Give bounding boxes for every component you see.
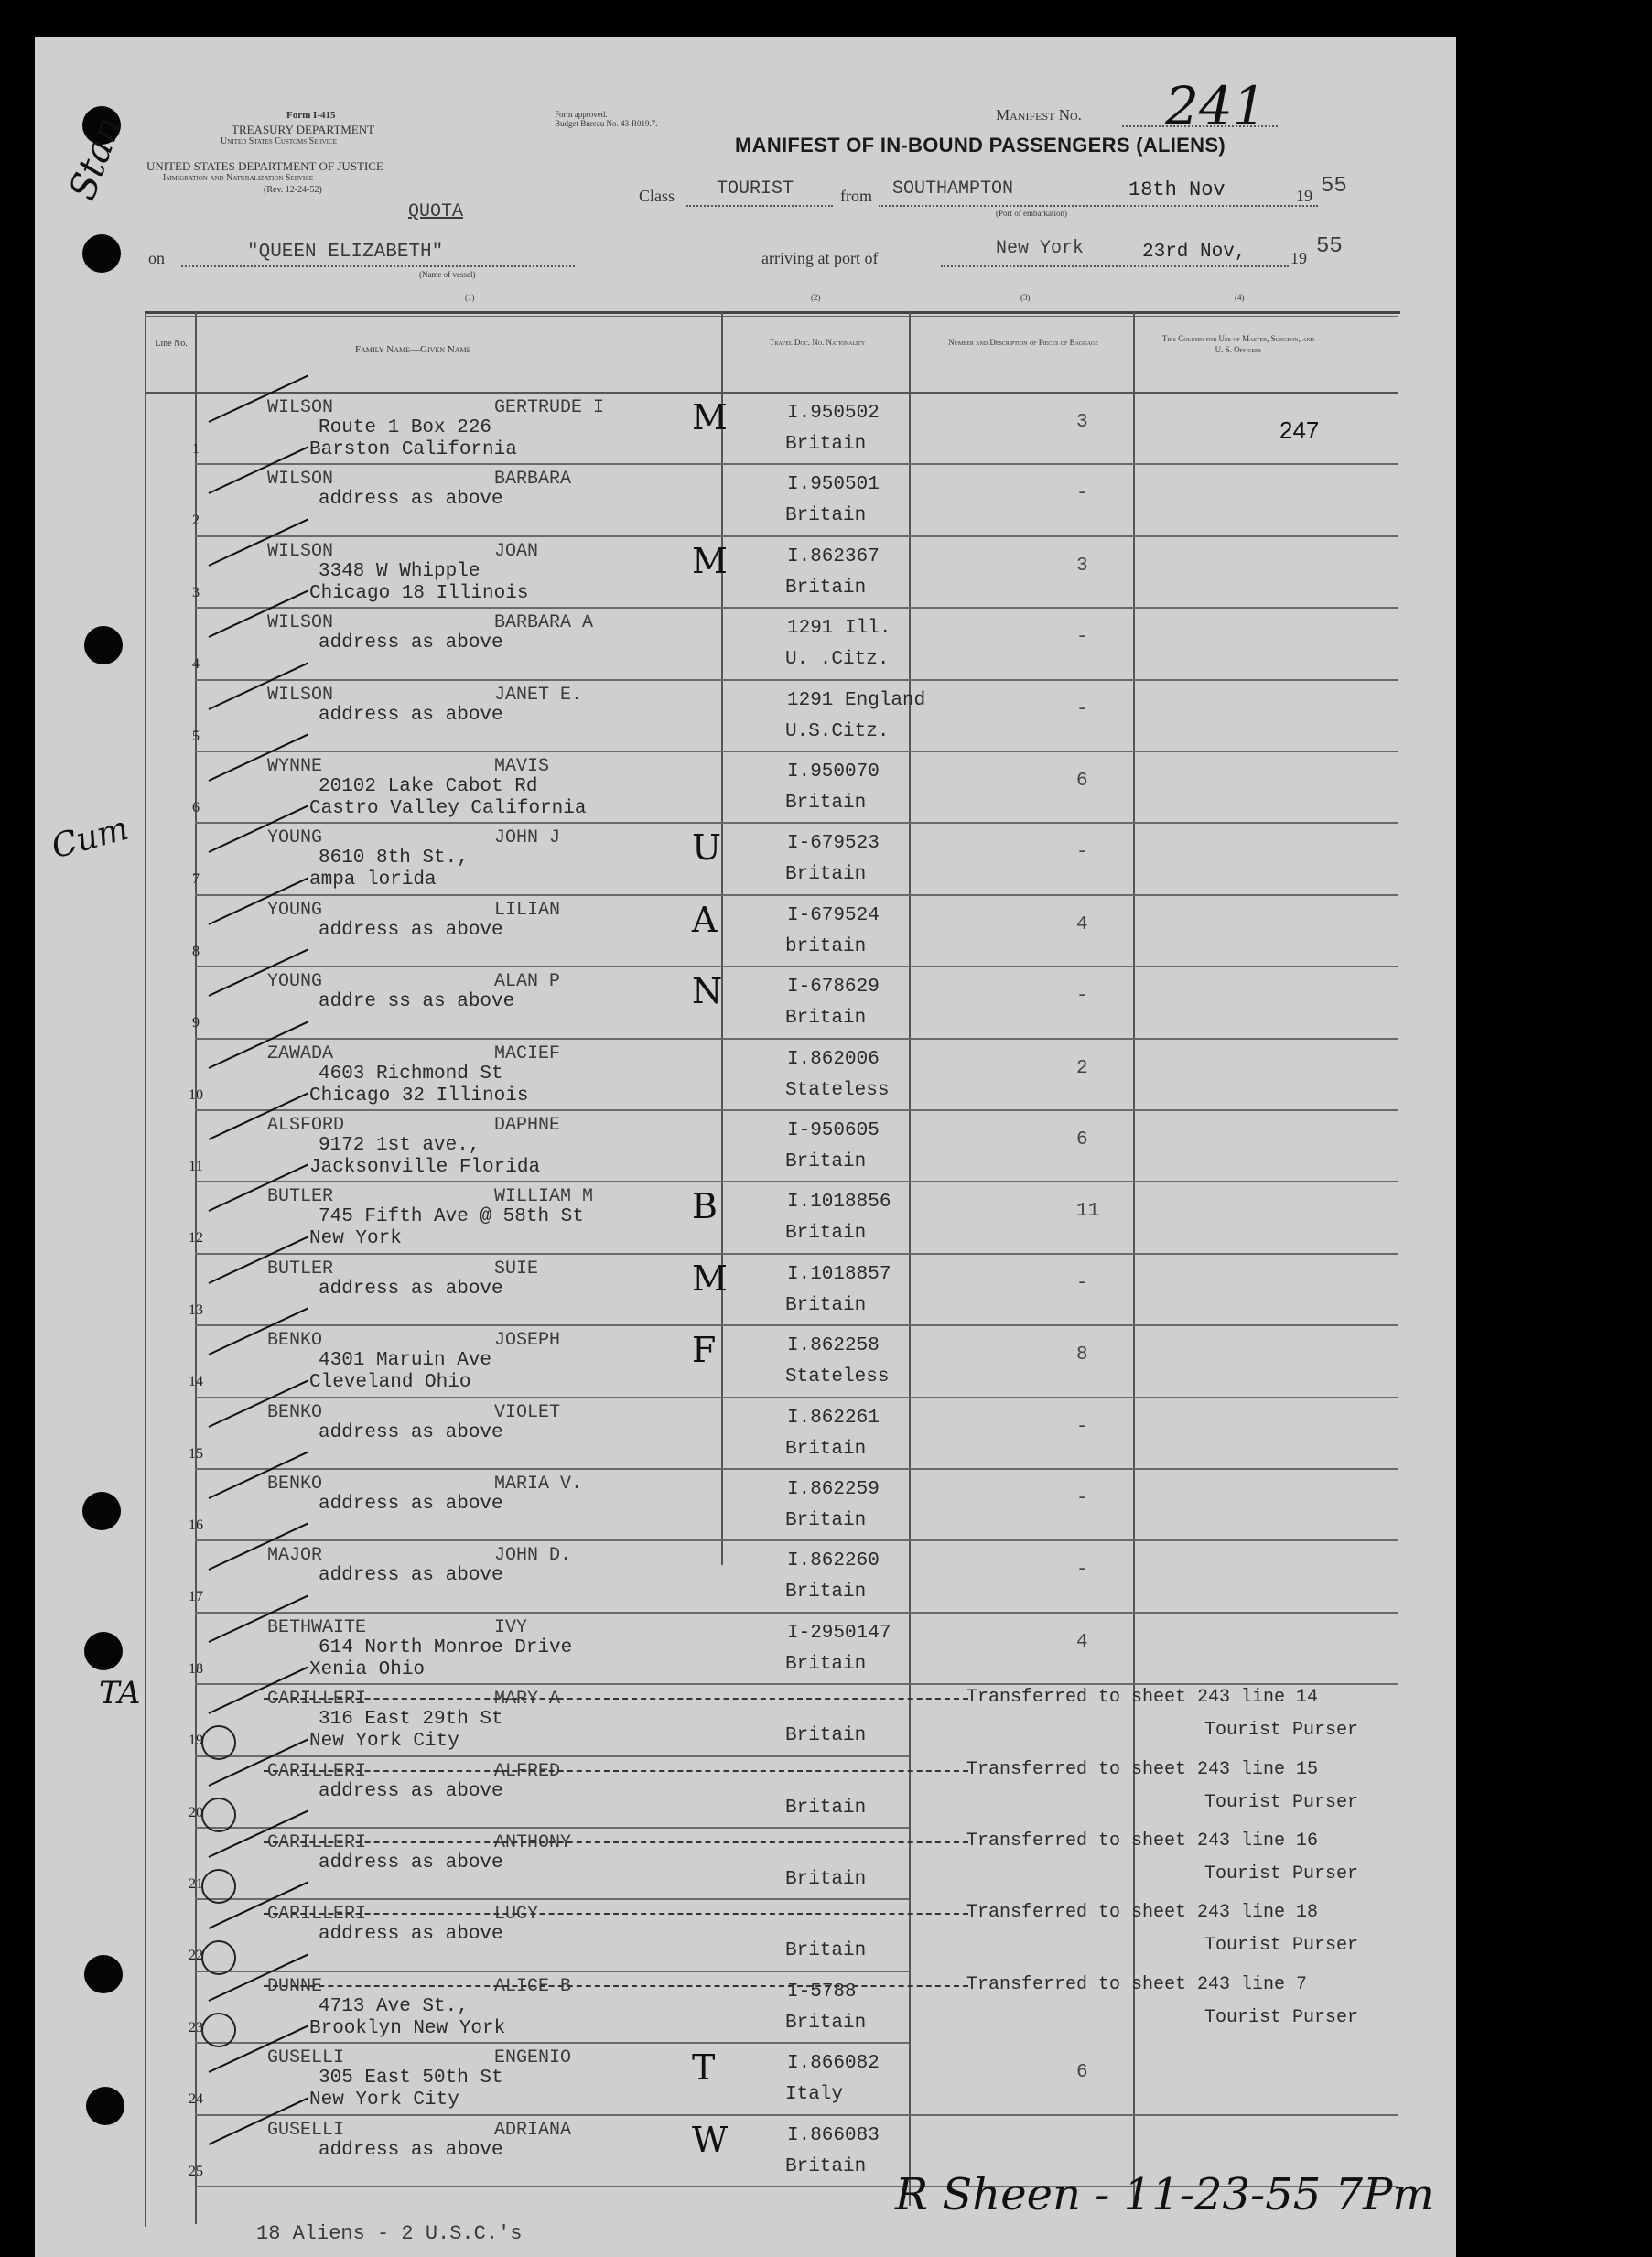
nationality: U. .Citz. [785,649,890,671]
family-name: YOUNG [267,971,323,993]
baggage-count: 6 [1076,771,1088,792]
nationality: Italy [785,2084,844,2106]
on-label: on [148,249,165,267]
depart-year: 55 [1321,174,1347,199]
given-name: ALAN P [494,971,561,993]
line-number: 19 [189,1733,203,1749]
baggage-count: - [1076,698,1088,720]
baggage-count: - [1076,842,1088,864]
hand-mark: M [692,397,728,437]
punch-hole [82,234,121,273]
justice-dept: UNITED STATES DEPARTMENT OF JUSTICE [146,159,383,173]
purser-note: Tourist Purser [1204,1720,1359,1742]
class-value: TOURIST [717,178,794,200]
baggage-count: 11 [1076,1201,1100,1223]
given-name: JANET E. [494,684,583,706]
address-line-2: New York [309,1228,402,1250]
treasury-dept: TREASURY DEPARTMENT [232,123,375,136]
hand-mark: F [692,1330,717,1371]
nationality: Britain [785,1008,867,1030]
family-name: BENKO [267,1330,323,1352]
address-line-1: address as above [319,489,503,511]
arriving-date: 23rd Nov, [1142,242,1247,263]
hand-mark: T [692,2047,716,2089]
year-prefix: 19 [1296,187,1312,205]
address-line-2: ampa lorida [309,869,437,891]
ins-service: Immigration and Naturalization Service [163,173,314,183]
hand-mark: M [692,540,728,581]
given-name: MARY A [494,1689,561,1711]
transfer-note: Transferred to sheet 243 line 16 [966,1830,1319,1852]
row-divider [195,1539,1398,1541]
travel-doc-number: I.866082 [787,2053,880,2075]
line-number: 7 [192,871,200,888]
manifest-title: MANIFEST OF IN-BOUND PASSENGERS (ALIENS) [735,134,1226,157]
family-name: BUTLER [267,1186,334,1208]
travel-doc-number: I-5788 [787,1981,857,2003]
nationality: Britain [785,1223,867,1245]
purser-note: Tourist Purser [1204,1791,1359,1813]
address-line-2: New York City [309,2090,459,2111]
strike-line [264,1698,968,1700]
travel-doc-number: I-950605 [787,1120,880,1141]
address-line-2: Castro Valley California [309,798,587,819]
year-prefix-2: 19 [1290,249,1307,267]
row-divider [195,1181,1398,1182]
baggage-count: 2 [1076,1057,1088,1079]
line-number: 18 [189,1660,203,1677]
transfer-note: Transferred to sheet 243 line 7 [966,1973,1308,1995]
given-name: ANTHONY [494,1832,572,1853]
baggage-count: 8 [1076,1344,1088,1366]
transfer-note: Transferred to sheet 243 line 15 [966,1758,1319,1780]
transfer-note: Transferred to sheet 243 line 18 [966,1902,1319,1924]
port-embark-caption: (Port of embarkation) [996,209,1067,218]
depart-date: 18th Nov [1128,178,1226,201]
baggage-count: - [1076,1416,1088,1438]
line-number: 1 [192,441,200,457]
address-line-1: Route 1 Box 226 [319,417,492,438]
col-num-1: (1) [465,293,475,302]
punch-hole [84,626,123,664]
line-number: 5 [192,728,200,744]
family-name: CARILLERI [267,1760,367,1782]
col-num-2: (2) [811,293,821,302]
travel-doc-number: I.866083 [787,2124,880,2146]
family-name: BENKO [267,1474,323,1495]
baggage-count: - [1076,986,1088,1008]
family-name: WILSON [267,540,334,562]
arriving-label: arriving at port of [761,249,879,267]
line-number: 21 [189,1876,203,1892]
given-name: LILIAN [494,899,561,921]
given-name: MAVIS [494,756,550,777]
strike-line [264,1841,968,1843]
address-line-1: address as above [319,919,503,941]
line-number: 23 [189,2019,203,2036]
travel-doc-number: I.950070 [787,761,880,783]
nationality: Britain [785,1797,867,1819]
address-line-1: 614 North Monroe Drive [319,1636,573,1658]
row-divider [195,2114,1398,2116]
address-line-2: Jacksonville Florida [309,1157,541,1178]
purser-note: Tourist Purser [1204,2006,1359,2028]
signature: R Sheen - 11-23-55 7Pm [895,2169,1434,2220]
circled-line-number [201,1725,236,1760]
arriving-year: 55 [1316,234,1343,259]
form-number: Form I-415 [286,110,336,121]
family-name: WILSON [267,684,334,706]
vessel-caption: (Name of vessel) [419,270,476,279]
address-line-1: address as above [319,1565,503,1587]
line-number: 4 [192,656,200,673]
address-line-2: Chicago 18 Illinois [309,582,529,604]
from-label: from [840,187,872,205]
nationality: Britain [785,864,867,886]
baggage-count: 3 [1076,555,1088,577]
line-number: 6 [192,800,200,815]
manifest-sheet [35,37,1456,2257]
row-divider [195,679,1398,681]
row-divider [195,1324,1398,1326]
travel-doc-number: I.862367 [787,545,880,567]
baggage-count: 3 [1076,412,1088,433]
hand-mark: W [692,2119,729,2160]
line-number: 11 [189,1159,203,1174]
approved-line1: Form approved. [555,110,608,119]
address-line-1: address as above [319,1494,503,1515]
strike-line [264,1770,968,1772]
family-name: BUTLER [267,1258,334,1280]
baggage-count: 6 [1076,1129,1088,1150]
family-name: YOUNG [267,899,323,921]
travel-doc-number: I-2950147 [787,1622,891,1644]
line-number: 12 [189,1230,203,1247]
family-name: GUSELLI [267,2119,345,2141]
travel-doc-number: I.950502 [787,403,880,424]
given-name: ALICE B [494,1975,572,1997]
row-divider [195,966,1398,967]
row-divider [195,535,1398,537]
transfer-note: Transferred to sheet 243 line 14 [966,1687,1319,1709]
travel-doc-number: I.862261 [787,1407,880,1429]
hand-mark: U [692,827,722,869]
nationality: Britain [785,793,867,814]
purser-note: Tourist Purser [1204,1935,1359,1957]
address-line-1: address as above [319,1278,503,1300]
totals-line: 18 Aliens - 2 U.S.C.'s [256,2222,523,2245]
address-line-1: 4603 Richmond St [319,1063,503,1085]
line-number: 9 [192,1015,200,1031]
family-name: ZAWADA [267,1042,334,1064]
row-divider [195,1827,909,1829]
address-line-1: 8610 8th St., [319,848,469,869]
address-line-1: 9172 1st ave., [319,1135,480,1156]
family-name: CARILLERI [267,1832,367,1853]
family-name: BETHWAITE [267,1616,367,1638]
travel-doc-number: I.862006 [787,1048,880,1070]
baggage-count: - [1076,1488,1088,1509]
given-name: VIOLET [494,1401,561,1423]
travel-doc-number: I.862259 [787,1479,880,1500]
nationality: Britain [785,577,867,599]
margin-note-low: TA [99,1675,141,1712]
address-line-2: New York City [309,1731,459,1753]
header-officers: This Column for Use of Master, Surgeon, and U. S. Officers [1161,334,1315,354]
line-number: 3 [192,584,200,600]
margin-note-top: Stan [61,111,131,206]
vessel-name: "QUEEN ELIZABETH" [247,242,444,263]
nationality: Britain [785,1294,867,1316]
nationality: U.S.Citz. [785,720,890,742]
address-line-1: 316 East 29th St [319,1709,503,1731]
hand-mark: B [692,1186,718,1227]
given-name: SUIE [494,1258,539,1280]
header-name: Family Name—Given Name [355,344,471,355]
address-line-1: address as above [319,632,503,654]
nationality: Britain [785,1151,867,1172]
col-num-4: (4) [1235,293,1245,302]
row-divider [195,607,1398,609]
given-name: JOAN [494,540,539,562]
nationality: Britain [785,1510,867,1531]
travel-doc-number: I.862258 [787,1335,880,1357]
address-line-2: Chicago 32 Illinois [309,1085,529,1107]
family-name: BENKO [267,1401,323,1423]
class-label: Class [639,187,675,205]
row-divider [195,1397,1398,1398]
row-divider [195,1755,909,1757]
address-line-1: 3348 W Whipple [319,560,480,582]
family-name: ALSFORD [267,1115,345,1136]
given-name: WILLIAM M [494,1186,594,1208]
line-number: 25 [189,2163,203,2179]
address-line-1: 4713 Ave St., [319,1995,469,2017]
row-divider [195,1971,909,1972]
header-baggage: Number and Description of Pieces of Baggage [948,338,1098,347]
address-line-2: Brooklyn New York [309,2017,506,2039]
family-name: CARILLERI [267,1904,367,1926]
from-port: SOUTHAMPTON [892,178,1014,200]
nationality: Britain [785,1582,867,1604]
address-line-1: 305 East 50th St [319,2068,503,2090]
header-line-no: Line No. [155,339,188,349]
row-divider [195,1038,1398,1040]
nationality: Britain [785,1940,867,1962]
nationality: Britain [785,434,867,455]
manifest-label: Manifest No. [996,106,1082,124]
given-name: JOHN J [494,827,561,849]
given-name: MARIA V. [494,1474,583,1495]
line-number: 20 [189,1804,203,1820]
baggage-count: - [1076,1560,1088,1582]
nationality: Britain [785,2155,867,2177]
hand-mark: N [692,971,723,1012]
family-name: GUSELLI [267,2047,345,2069]
travel-doc-number: I-679523 [787,833,880,855]
line-number: 2 [192,513,200,529]
row-divider [195,894,1398,896]
address-line-1: address as above [319,1421,503,1443]
line-number: 22 [189,1948,203,1964]
address-line-1: 20102 Lake Cabot Rd [319,776,538,797]
approved-line2: Budget Bureau No. 43-R019.7. [555,119,658,128]
given-name: BARBARA A [494,612,594,634]
row-divider [195,1898,909,1900]
given-name: LUCY [494,1904,539,1926]
circled-line-number [201,1869,236,1904]
purser-note: Tourist Purser [1204,1863,1359,1884]
address-line-1: address as above [319,1852,503,1874]
address-line-2: Cleveland Ohio [309,1372,471,1394]
family-name: WILSON [267,612,334,634]
revision: (Rev. 12-24-52) [264,185,322,195]
travel-doc-number: 1291 England [787,689,926,711]
travel-doc-number: I-678629 [787,977,880,999]
address-line-1: 4301 Maruin Ave [319,1350,492,1372]
address-line-1: 745 Fifth Ave @ 58th St [319,1206,584,1228]
row-divider [195,751,1398,752]
nationality: Britain [785,1653,867,1675]
baggage-count: 4 [1076,1631,1088,1653]
baggage-count: - [1076,483,1088,505]
travel-doc-number: I.1018857 [787,1263,891,1285]
family-name: WYNNE [267,756,323,777]
line-number: 8 [192,943,200,959]
punch-hole [84,1955,123,1993]
punch-hole [86,2087,124,2125]
row-divider [195,1253,1398,1255]
baggage-count: - [1076,627,1088,649]
given-name: JOSEPH [494,1330,561,1352]
line-number: 15 [189,1445,203,1462]
given-name: GERTRUDE I [494,397,605,418]
officer-note: 247 [1279,416,1320,444]
line-number: 14 [189,1374,203,1390]
row-divider [195,1109,1398,1111]
line-number: 24 [189,2091,203,2108]
given-name: DAPHNE [494,1115,561,1136]
baggage-count: 4 [1076,913,1088,935]
family-name: MAJOR [267,1545,323,1567]
punch-hole [84,1632,123,1670]
hand-mark: A [692,899,718,940]
travel-doc-number: 1291 Ill. [787,618,891,640]
given-name: ALFRED [494,1760,561,1782]
address-line-1: address as above [319,1780,503,1802]
given-name: ENGENIO [494,2047,572,2069]
row-divider [195,463,1398,465]
family-name: CARILLERI [267,1689,367,1711]
address-line-1: address as above [319,1924,503,1946]
nationality: britain [785,935,867,957]
line-number: 16 [189,1517,203,1533]
circled-line-number [201,1798,236,1832]
hand-mark: M [692,1258,728,1299]
address-line-2: Barston California [309,439,517,460]
given-name: ADRIANA [494,2119,572,2141]
row-divider [195,1683,1398,1685]
strike-line [264,1913,968,1915]
margin-note-mid: Cum [48,809,133,867]
line-number: 17 [189,1589,203,1605]
nationality: Britain [785,505,867,527]
given-name: IVY [494,1616,528,1638]
row-divider [195,1468,1398,1470]
travel-doc-number: I.1018856 [787,1192,891,1214]
family-name: YOUNG [267,827,323,849]
family-name: WILSON [267,469,334,491]
circled-line-number [201,2013,236,2047]
family-name: WILSON [267,397,334,418]
nationality: Stateless [785,1366,890,1388]
manifest-number: 241 [1165,75,1267,137]
row-divider [195,1612,1398,1614]
nationality: Stateless [785,1079,890,1101]
nationality: Britain [785,1869,867,1890]
row-divider [195,822,1398,824]
row-divider [195,2042,909,2044]
baggage-count: - [1076,1272,1088,1294]
col-num-3: (3) [1020,293,1031,302]
quota-label: QUOTA [408,201,464,222]
customs-service: United States Customs Service [221,136,337,146]
travel-doc-number: I.862260 [787,1550,880,1572]
nationality: Britain [785,1438,867,1460]
line-number: 13 [189,1301,203,1318]
arriving-port: New York [996,238,1085,259]
given-name: JOHN D. [494,1545,572,1567]
header-travel-doc: Travel Doc. No. Nationality [769,338,866,347]
address-line-1: address as above [319,2139,503,2161]
punch-hole [82,1492,121,1530]
travel-doc-number: I.950501 [787,474,880,496]
given-name: BARBARA [494,469,572,491]
nationality: Britain [785,1725,867,1747]
family-name: DUNNE [267,1975,323,1997]
baggage-count: 6 [1076,2062,1088,2084]
travel-doc-number: I-679524 [787,904,880,926]
strike-line [264,1985,968,1987]
address-line-1: addre ss as above [319,991,515,1013]
line-number: 10 [189,1086,203,1103]
address-line-1: address as above [319,704,503,726]
given-name: MACIEF [494,1042,561,1064]
nationality: Britain [785,2012,867,2034]
address-line-2: Xenia Ohio [309,1658,426,1680]
